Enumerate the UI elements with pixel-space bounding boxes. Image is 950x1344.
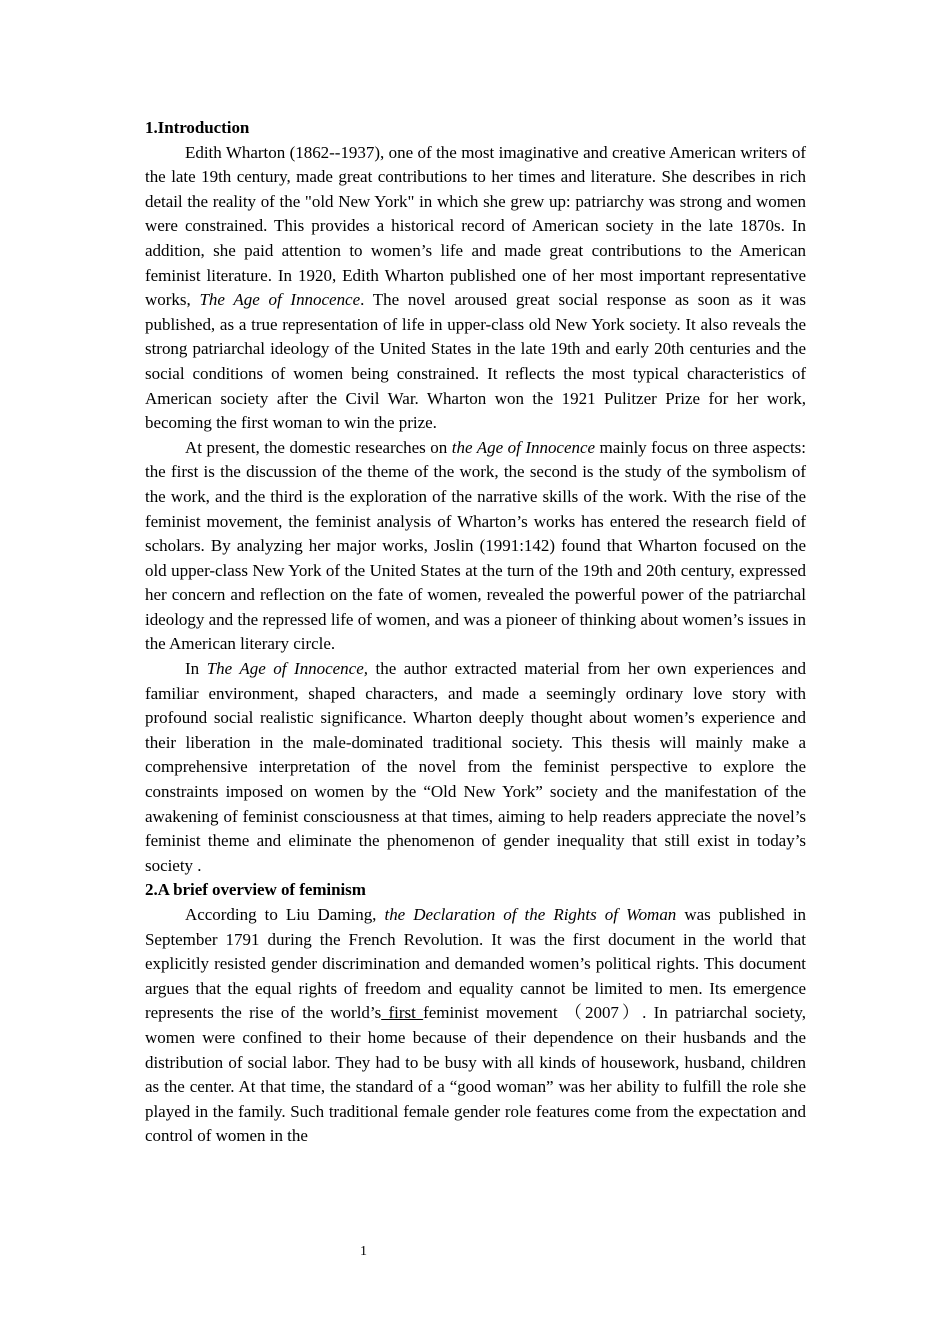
paragraph-introduction-1: Edith Wharton (1862--1937), one of the most imaginative and creative American writers of the late 19th century, made great contributions to her times and literature. She describes in rich detail the reality of the "old New York" in which she grew up: patriarchy was strong and women were constrained. This provides a historical record of American society in the late 1870s. In addition, she paid attention to women’s life and made great contributions to the American feminist literature. In 1920, Edith Wharton published one of her most important representative works, The Age of Innocence. The novel aroused great social response as soon as it was published, as a true representation of life in upper-class old New York society. It also reveals the strong patriarchal ideology of the United States in the late 19th and early 20th centuries and the social conditions of women being constrained. It reflects the most typical characteristics of American society after the Civil War. Wharton won the 1921 Pulitzer Prize for her work, becoming the first woman to win the prize. bbox=[145, 142, 807, 433]
underlined-text: first bbox=[381, 1003, 424, 1023]
italic-title: The Age of Innocence, bbox=[206, 659, 368, 679]
paragraph-introduction-3: In The Age of Innocence, the author extracted material from her own experiences and familiar environment, shaped characters, and made a seemingly ordinary love story with profound social realistic significance. Wharton deeply thought about women’s experience and their liberation in the male-dominated traditional society. This thesis will mainly make a comprehensive interpretation of the novel from the feminist perspective to explore the constraints imposed on women by the “Old New York” society and the manifestation of the awakening of feminist consciousness at that times, aiming to help readers appreciate the novel’s feminist theme and eliminate the phenomenon of gender inequality that still exist in today’s society . bbox=[145, 659, 806, 875]
page-content bbox=[145, 116, 806, 1149]
italic-title: the Declaration of the Rights of Woman bbox=[384, 905, 677, 924]
italic-title: The Age of Innocence bbox=[199, 290, 361, 310]
paragraph-introduction-2: At present, the domestic researches on the Age of Innocence mainly focus on three aspects: the first is the discussion of the theme of the work, the second is the study of the symbolism of the work, and the third is the exploration of the narrative skills of the work. With the rise of the feminist movement, the feminist analysis of Wharton’s works has entered the research field of scholars. By analyzing her major works, Joslin (1991:142) found that Wharton focused on the old upper-class New York of the United States at the turn of the 19th and 20th century, expressed her concern and reflection on the fate of women, revealed the powerful power of the patriarchal ideology and the repressed life of women, and was a pioneer of thinking about women’s issues in the American literary circle. bbox=[145, 437, 806, 654]
section-heading-introduction: 1.Introduction bbox=[145, 118, 250, 137]
page-number-footer: 1 bbox=[360, 1244, 367, 1259]
italic-title: the Age of Innocence bbox=[451, 437, 596, 457]
paragraph-feminism-1: According to Liu Daming, the Declaration of the Rights of Woman was published in September 1791 during the French Revolution. It was the first document in the world that explicitly resisted gender discrimination and demanded women’s political rights. This document argues that the equal rights of freedom and equality cannot be limited to men. Its emergence represents the rise of the world’s first feminist movement （2007）. In patriarchal society, women were confined to their home because of their dependence on their husbands and the distribution of social labor. They had to be busy with all kinds of housework, husband, children as the center. At that time, the standard of a “good woman” was her ability to fulfill the role she played in the family. Such traditional female gender role features come from the expectation and control of women in the bbox=[145, 905, 806, 1146]
section-heading-feminism-overview: 2.A brief overview of feminism bbox=[145, 880, 366, 900]
